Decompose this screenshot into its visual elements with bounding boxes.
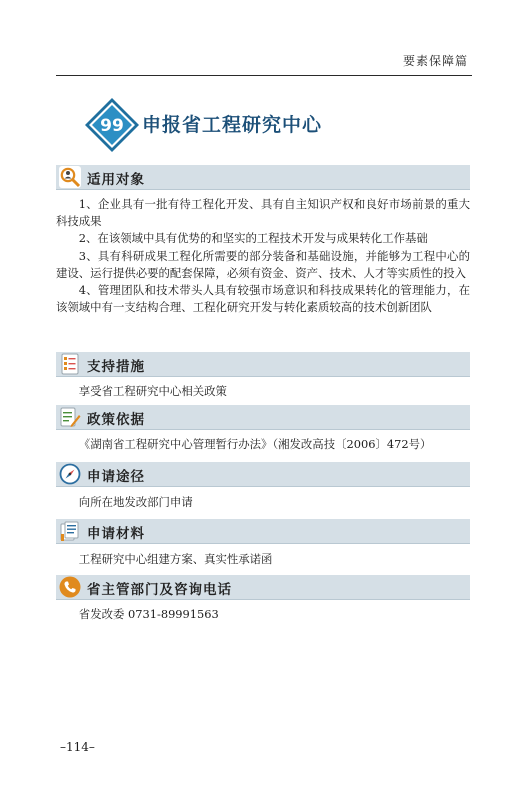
files-icon <box>59 520 81 542</box>
section-body-route <box>56 494 470 511</box>
section-body-policy <box>56 436 470 453</box>
section-title: 申请途径 <box>87 469 145 485</box>
paragraph: 享受省工程研究中心相关政策 <box>78 384 227 398</box>
document-list-icon <box>59 353 81 375</box>
title-block <box>84 97 344 153</box>
section-body-applicable <box>56 196 470 316</box>
page-title: 申报省工程研究中心 <box>142 114 323 136</box>
section-title: 支持措施 <box>87 359 145 375</box>
title-number: 99 <box>100 116 124 136</box>
paragraph: 工程研究中心组建方案、真实性承诺函 <box>78 552 273 566</box>
section-title: 政策依据 <box>87 412 145 428</box>
section-header-route <box>56 462 470 487</box>
section-body-support <box>56 383 470 400</box>
header-rule <box>56 75 472 76</box>
section-header-contact <box>56 575 470 600</box>
paragraph: 《湖南省工程研究中心管理暂行办法》（湘发改高技〔2006〕472号） <box>78 437 432 451</box>
running-header: 要素保障篇 <box>402 54 468 68</box>
section-header-applicable <box>56 165 470 190</box>
section-body-contact <box>56 606 470 623</box>
phone-icon <box>59 576 81 598</box>
person-search-icon <box>59 166 81 188</box>
paragraph: 2、在该领域中具有优势的和坚实的工程技术开发与成果转化工作基础 <box>78 231 428 246</box>
section-title: 适用对象 <box>87 172 145 188</box>
paragraph: 1、企业具有一批有待工程化开发、具有自主知识产权和良好市场前景的重大科技成果 <box>56 197 470 229</box>
page-number: –114– <box>60 740 95 754</box>
compass-icon <box>59 463 81 485</box>
paragraph: 4、管理团队和技术带头人具有较强市场意识和科技成果转化的管理能力，在该领域中有一支结构合理、工程化研究开发与转化素质较高的技术创新团队 <box>56 283 470 315</box>
section-header-support <box>56 352 470 377</box>
paragraph: 向所在地发改部门申请 <box>78 495 193 509</box>
section-body-materials <box>56 551 470 568</box>
section-header-policy <box>56 405 470 430</box>
section-title: 申请材料 <box>87 526 145 542</box>
paragraph: 3、具有科研成果工程化所需要的部分装备和基础设施，并能够为工程中心的建设、运行提供必要的配套保障，必须有资金、资产、技术、人才等实质性的投入 <box>56 248 470 280</box>
section-header-materials <box>56 519 470 544</box>
paragraph: 省发改委 0731-89991563 <box>78 607 219 621</box>
number-diamond-badge-icon <box>84 97 140 153</box>
edit-document-icon <box>59 406 81 428</box>
section-title: 省主管部门及咨询电话 <box>87 582 232 598</box>
